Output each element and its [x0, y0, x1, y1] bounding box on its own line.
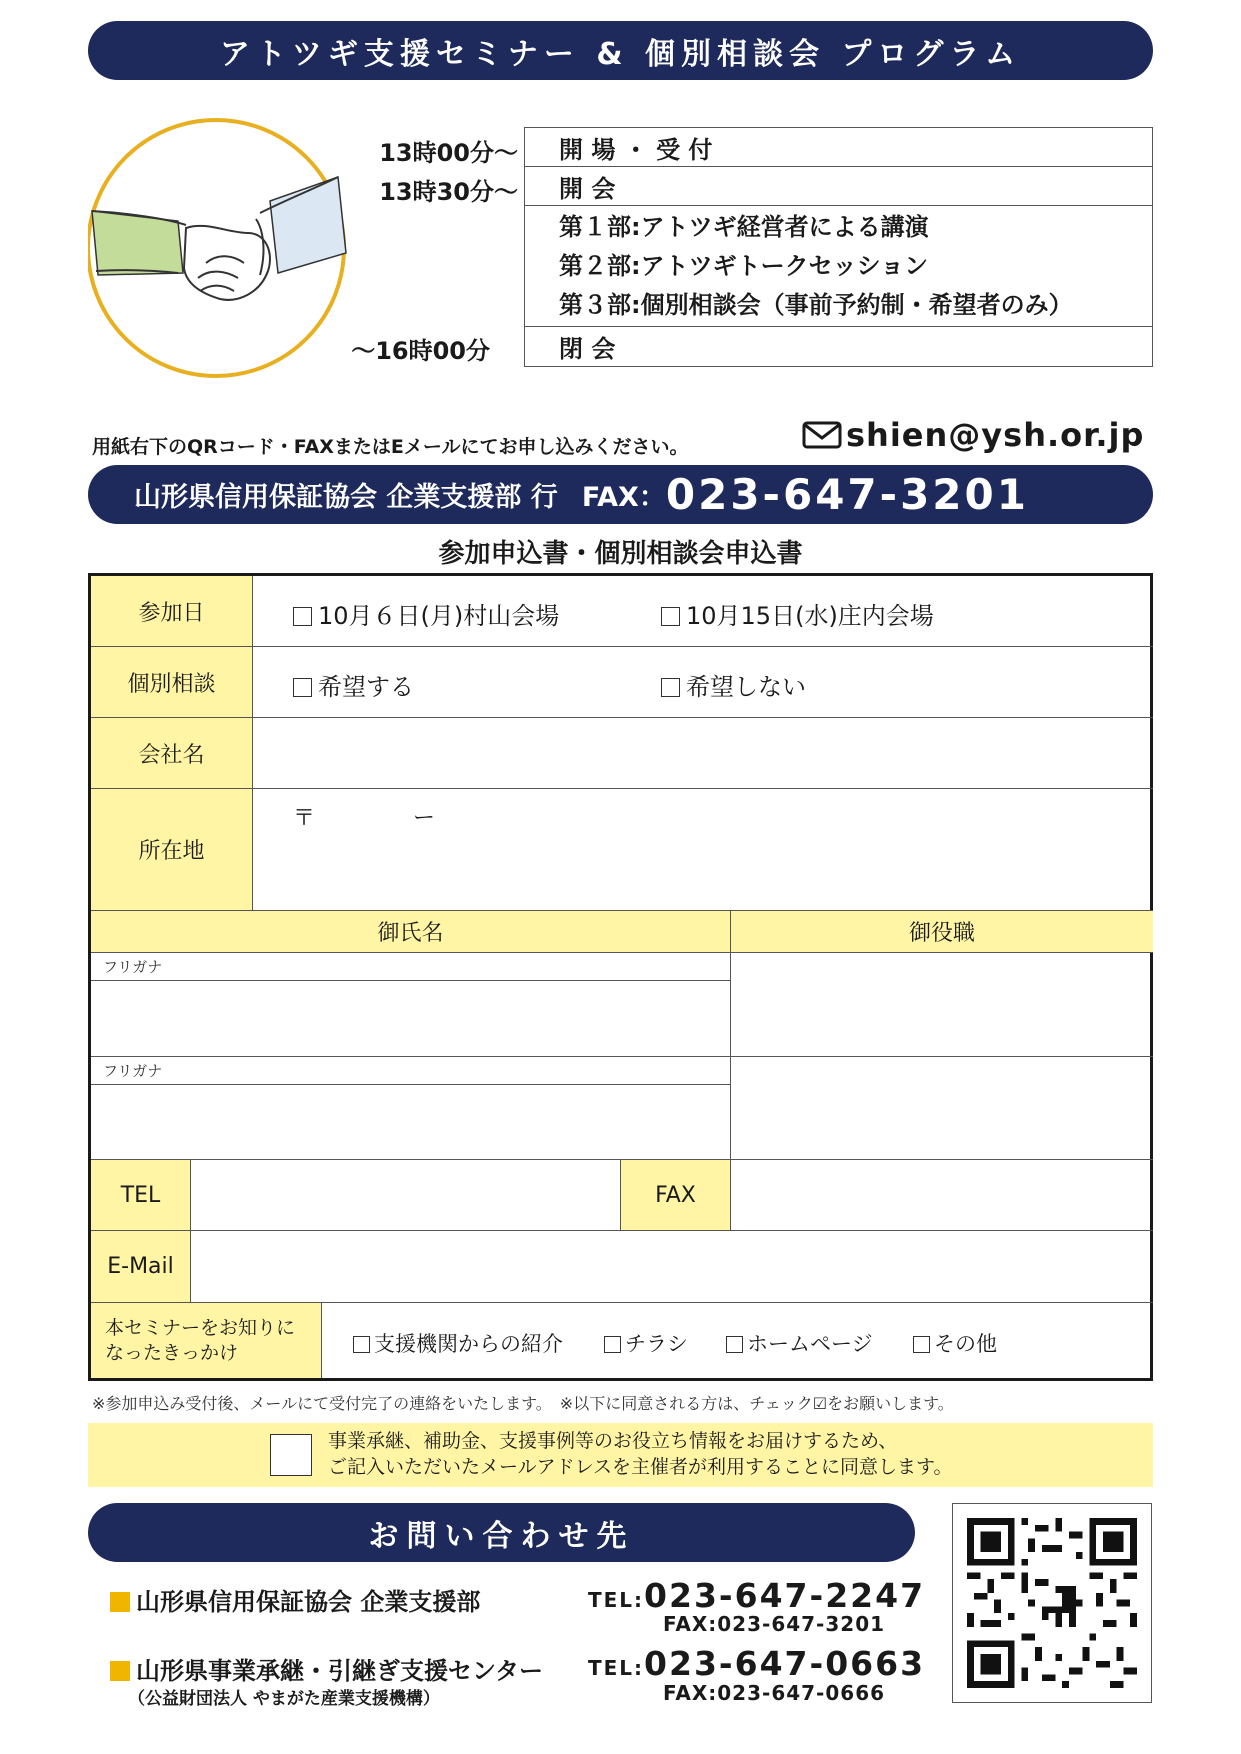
source-flyer-text: チラシ — [625, 1332, 688, 1356]
source-option-agency[interactable] — [353, 1328, 563, 1358]
label-address — [91, 789, 253, 911]
label-tel — [91, 1160, 191, 1231]
program-part3: 第３部:個別相談会（事前予約制・希望者のみ） — [559, 290, 1073, 319]
label-consult — [91, 647, 253, 718]
email-address[interactable]: shien@ysh.or.jp — [846, 416, 1145, 454]
program-part1: 第１部:アトツギ経営者による講演 — [559, 212, 929, 241]
consent-line-2: ご記入いただいたメールアドレスを主催者が利用することに同意します。 — [328, 1456, 953, 1478]
header-name-text: 御氏名 — [377, 921, 444, 946]
mail-icon — [802, 420, 842, 450]
qr-code[interactable] — [952, 1503, 1152, 1703]
label-address-text: 所在地 — [138, 839, 205, 864]
postal-mark: 〒 — [293, 806, 316, 831]
program-opening: 開 会 — [559, 174, 616, 203]
consult-option-no[interactable] — [661, 667, 806, 702]
source-option-flyer[interactable] — [604, 1328, 688, 1358]
program-closing: 閉 会 — [559, 335, 616, 363]
furigana-label-1: フリガナ — [103, 958, 163, 976]
label-company-text: 会社名 — [138, 742, 205, 768]
header-name — [91, 911, 731, 953]
date-option-murayama[interactable] — [293, 596, 559, 631]
form-note: ※参加申込み受付後、メールにて受付完了の連絡をいたします。 ※以下に同意される方は、チェック☑をお願いします。 — [92, 1394, 954, 1413]
contact-org1-fax: FAX:023-647-3201 — [663, 1612, 886, 1636]
furigana-input-2[interactable] — [91, 1057, 731, 1085]
time-1600: 〜16時00分 — [351, 337, 490, 365]
source-option-other[interactable] — [913, 1328, 997, 1358]
bullet-icon — [110, 1592, 130, 1612]
contact-org-2 — [110, 1651, 543, 1686]
consent-checkbox[interactable] — [270, 1434, 312, 1476]
program-row-parts — [525, 206, 1152, 327]
checkbox-source-flyer[interactable] — [604, 1336, 621, 1353]
consult-yes-text: 希望する — [318, 673, 414, 701]
tel-input[interactable] — [191, 1160, 621, 1231]
contact-title-bar — [88, 1503, 915, 1562]
apply-instruction: 用紙右下のQRコード・FAXまたはEメールにてお申し込みください。 — [92, 436, 689, 458]
source-homepage-text: ホームページ — [747, 1332, 873, 1356]
program-title-bar — [88, 21, 1153, 80]
fax-bar-number: 023-647-3201 — [665, 470, 1029, 519]
program-row-reception — [525, 128, 1152, 167]
program-part2: 第２部:アトツギトークセッション — [559, 251, 929, 280]
org1-name: 山形県信用保証協会 企業支援部 — [136, 1588, 481, 1616]
address-input[interactable] — [253, 789, 1153, 911]
org1-tel-number[interactable]: 023-647-2247 — [644, 1576, 926, 1615]
label-company — [91, 718, 253, 789]
org2-tel-label: TEL: — [588, 1656, 645, 1680]
label-email — [91, 1231, 191, 1303]
contact-title: お問い合わせ先 — [368, 1518, 635, 1554]
label-fax-text: FAX — [655, 1182, 696, 1208]
time-1330: 13時30分〜 — [379, 178, 518, 206]
label-fax — [621, 1160, 731, 1231]
form-title: 参加申込書・個別相談会申込書 — [438, 539, 803, 569]
contact-org2-fax: FAX:023-647-0666 — [663, 1681, 886, 1705]
position-input-1[interactable] — [731, 953, 1153, 1057]
bullet-icon — [110, 1661, 130, 1681]
time-1300: 13時00分〜 — [379, 139, 518, 167]
application-form — [88, 573, 1153, 1381]
checkbox-source-homepage[interactable] — [726, 1336, 743, 1353]
label-source — [91, 1303, 322, 1378]
fax-bar — [88, 465, 1153, 524]
checkbox-consult-yes[interactable] — [293, 678, 312, 697]
source-other-text: その他 — [934, 1332, 997, 1356]
name-input-1[interactable] — [91, 981, 731, 1057]
contact-org-1 — [110, 1582, 480, 1617]
program-table — [524, 127, 1153, 367]
program-reception: 開 場 ・ 受 付 — [559, 135, 713, 164]
consult-no-text: 希望しない — [686, 673, 806, 701]
checkbox-date-2[interactable] — [661, 607, 680, 626]
contact-org2-tel[interactable] — [588, 1644, 925, 1683]
source-option-homepage[interactable] — [726, 1328, 873, 1358]
checkbox-source-agency[interactable] — [353, 1336, 370, 1353]
fax-bar-org: 山形県信用保証協会 企業支援部 行 — [134, 482, 558, 513]
furigana-input-1[interactable] — [91, 953, 731, 981]
date-opt2-text: 10月15日(水)庄内会場 — [686, 602, 934, 630]
header-position — [731, 911, 1153, 953]
qr-code-icon — [967, 1518, 1137, 1688]
email-input[interactable] — [191, 1231, 1153, 1303]
consent-line-1: 事業承継、補助金、支援事例等のお役立ち情報をお届けするため、 — [328, 1430, 898, 1452]
header-position-text: 御役職 — [908, 921, 975, 946]
label-tel-text: TEL — [120, 1182, 161, 1208]
furigana-label-2: フリガナ — [103, 1062, 163, 1080]
checkbox-date-1[interactable] — [293, 607, 312, 626]
date-opt1-text: 10月６日(月)村山会場 — [318, 602, 560, 630]
fax-bar-label: FAX： — [581, 482, 666, 513]
contact-org1-tel[interactable] — [588, 1576, 925, 1615]
label-source-text: 本セミナーをお知りになったきっかけ — [105, 1316, 296, 1364]
email-contact[interactable] — [802, 416, 1144, 454]
position-input-2[interactable] — [731, 1057, 1153, 1160]
checkbox-consult-no[interactable] — [661, 678, 680, 697]
label-date — [91, 576, 253, 647]
program-title: アトツギ支援セミナー & 個別相談会 プログラム — [219, 36, 1022, 72]
name-input-2[interactable] — [91, 1085, 731, 1160]
program-row-opening — [525, 167, 1152, 206]
postal-dash: ー — [413, 806, 436, 831]
label-email-text: E-Mail — [107, 1254, 174, 1279]
contact-org2-sub: （公益財団法人 やまがた産業支援機構） — [128, 1689, 440, 1709]
source-agency-text: 支援機関からの紹介 — [374, 1332, 563, 1356]
org2-tel-number[interactable]: 023-647-0663 — [644, 1644, 926, 1683]
consent-text — [328, 1428, 953, 1480]
checkbox-source-other[interactable] — [913, 1336, 930, 1353]
org2-name: 山形県事業承継・引継ぎ支援センター — [136, 1657, 544, 1685]
company-input[interactable] — [253, 718, 1153, 789]
date-option-shonai[interactable] — [661, 596, 934, 631]
org1-tel-label: TEL: — [588, 1588, 645, 1612]
program-row-closing — [525, 327, 1152, 366]
label-date-text: 参加日 — [138, 600, 205, 626]
consult-option-yes[interactable] — [293, 667, 414, 702]
fax-input[interactable] — [731, 1160, 1153, 1231]
label-consult-text: 個別相談 — [127, 671, 216, 697]
